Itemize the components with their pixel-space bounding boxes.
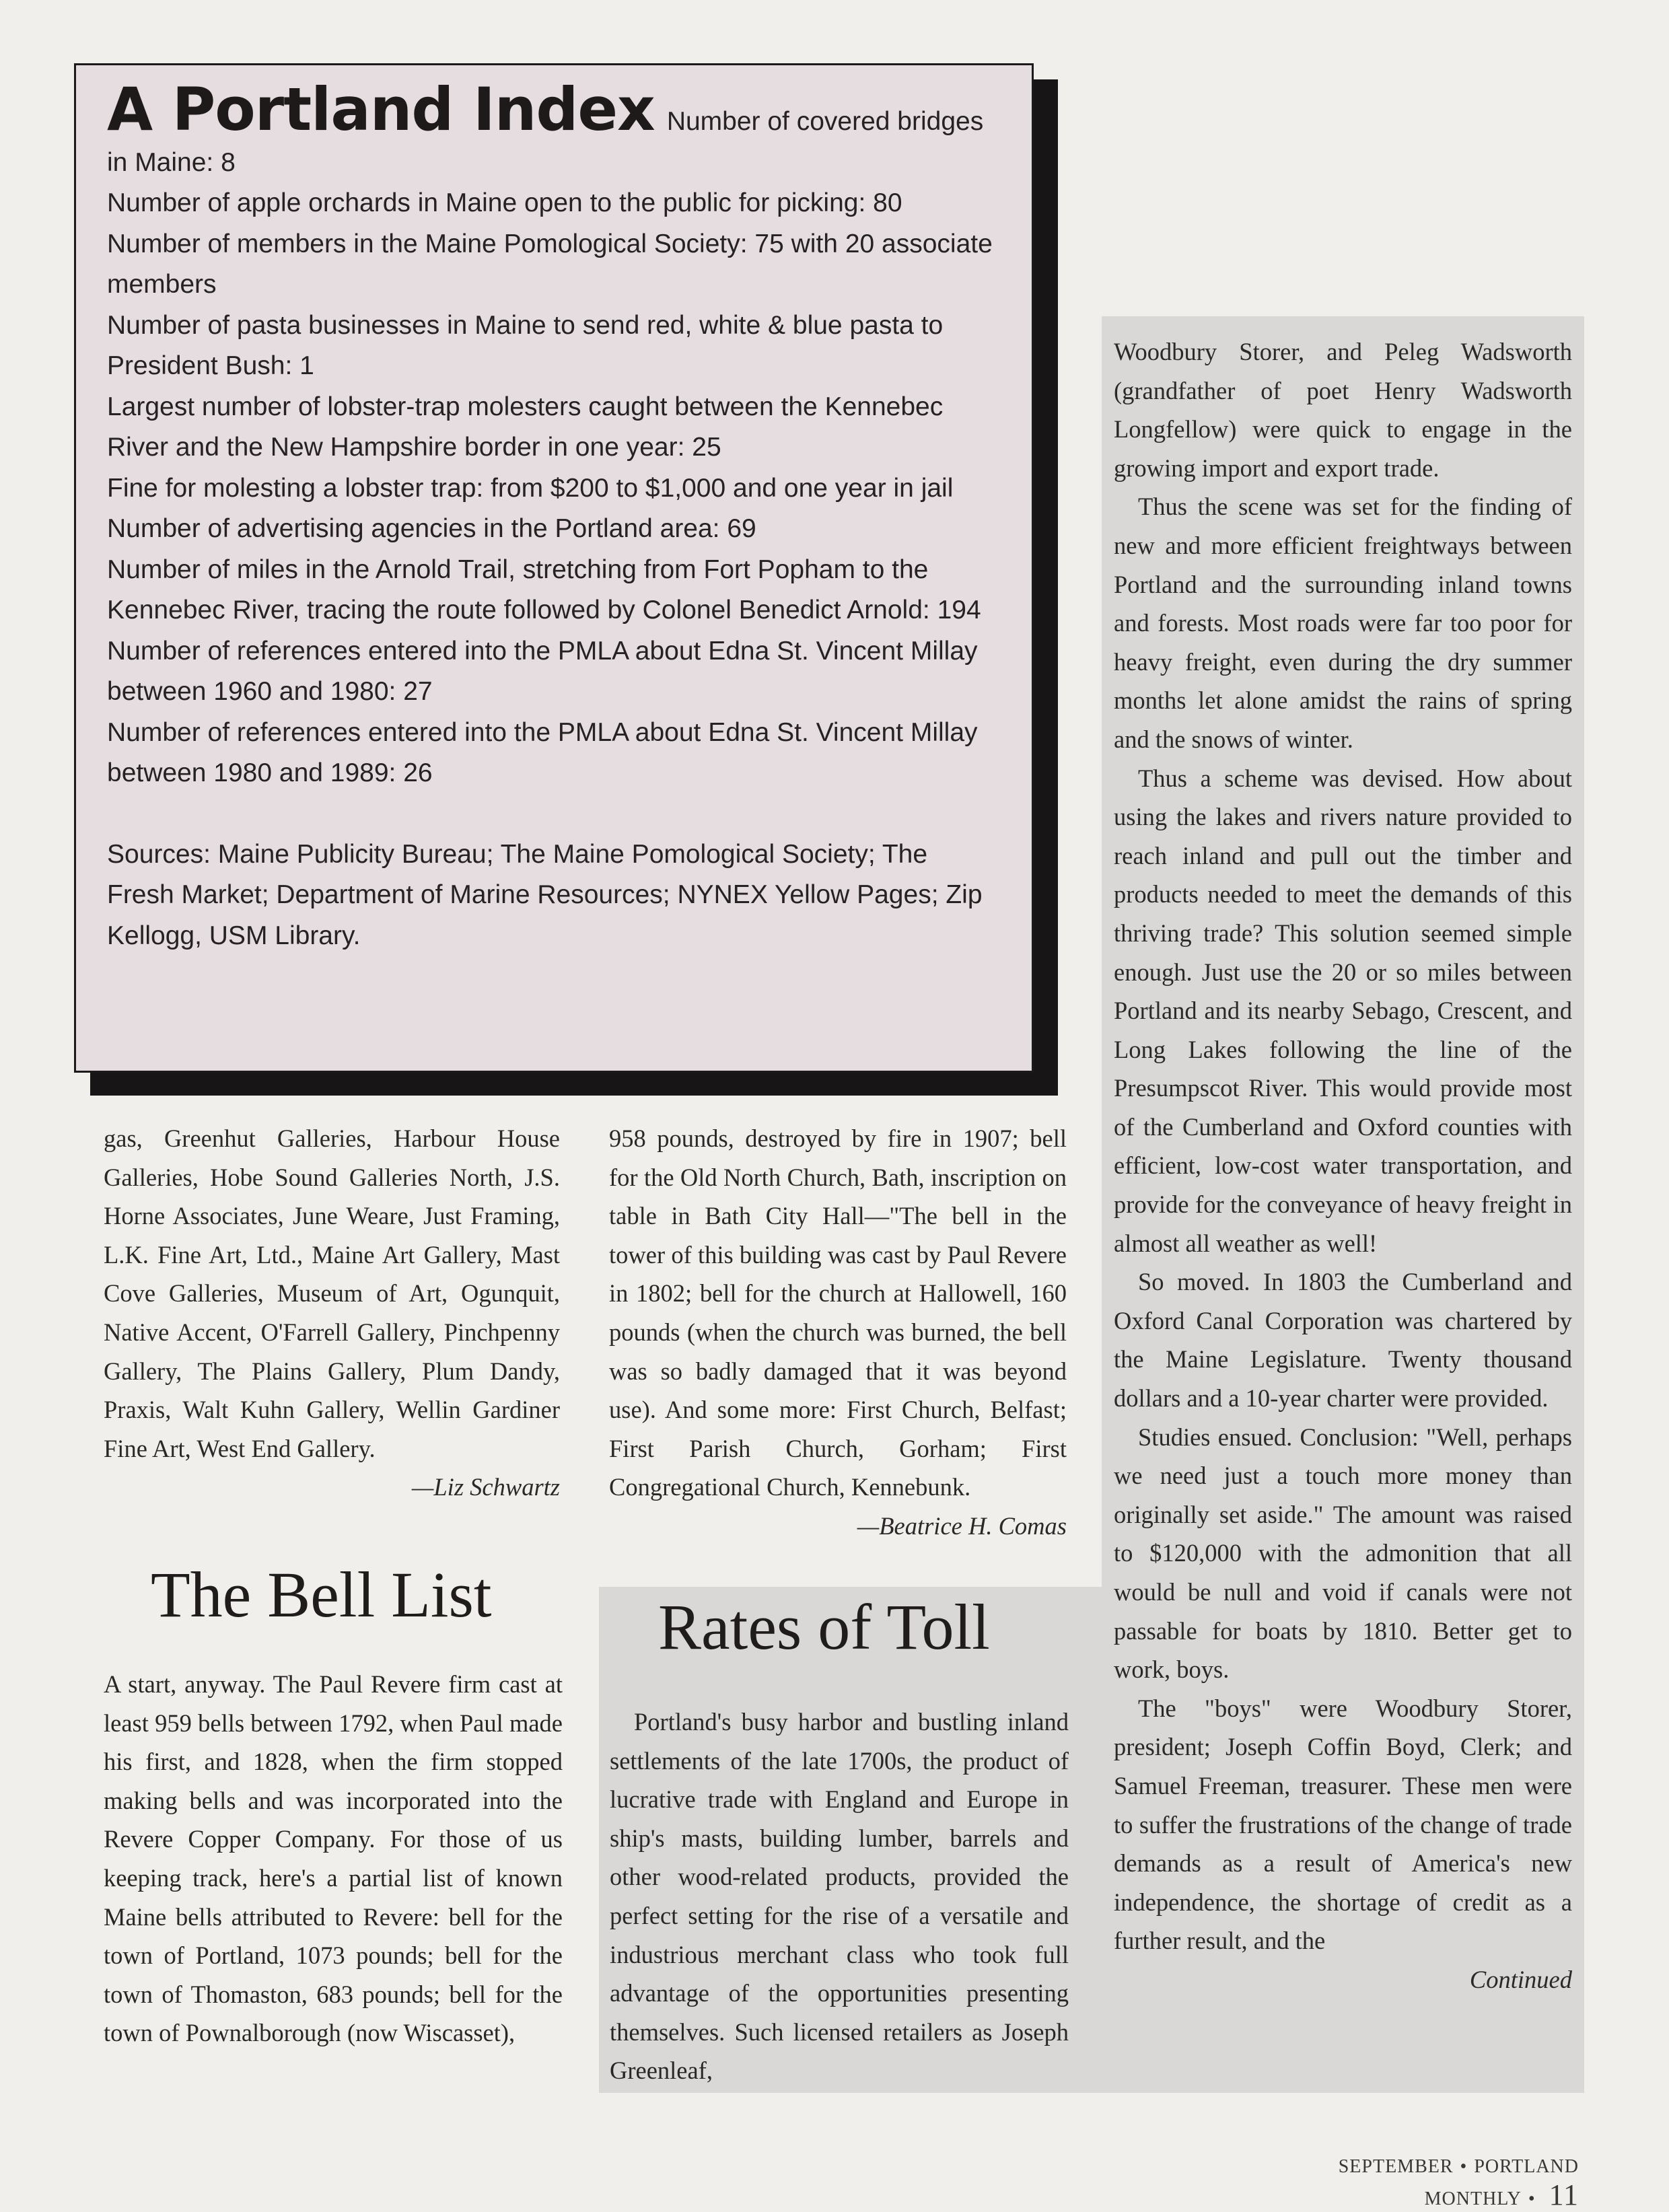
toll-paragraph: Studies ensued. Conclusion: "Well, perhaps we need just a touch more money than originally set aside." The amount was raised to $120,000 with the admonition that all would be null and void if canals were not passable for boats by 1810. Better get to work, boys. <box>1114 1423 1572 1684</box>
index-line-covered-bridges: Number of covered bridges in Maine: 8 <box>107 107 984 177</box>
page-folio <box>1236 2156 1579 2212</box>
toll-paragraph: Thus a scheme was devised. How about using the lakes and rivers nature provided to reach inland and pull out the timber and products needed to meet the demands of this thriving trade? This solution seemed simple enough. Just use the 20 or so miles between Portland and its nearby Sebago, Crescent, and Long Lakes following the line of the Presumpscot River. This would provide most of the Cumberland and Oxford counties with efficient, low-cost water transportation, and provide for the conveyance of heavy freight in almost all weather as well! <box>1114 764 1572 1257</box>
index-line: Fine for molesting a lobster trap: from $200 to $1,000 and one year in jail <box>107 473 954 503</box>
rates-of-toll-intro: Portland's busy harbor and bustling inland settlements of the late 1700s, the product of lucrative trade with England and Europe in ship's masts, building lumber, barrels and other wood-related products, provided the perfect setting for the rise of a versatile and industrious merchant class who took full advantage of the opportunities presenting themselves. Such licensed retailers as Joseph Greenleaf, <box>610 1708 1069 2085</box>
folio-page-number: 11 <box>1549 2178 1579 2211</box>
rates-of-toll-column <box>1102 316 1584 2093</box>
continued-label: Continued <box>1469 1965 1572 1993</box>
rates-of-toll-intro-block <box>610 1703 1069 2090</box>
index-line: Number of pasta businesses in Maine to send red, white & blue pasta to President Bush: 1 <box>107 310 944 380</box>
toll-paragraph: Woodbury Storer, and Peleg Wadsworth (grandfather of poet Henry Wadsworth Longfellow) were quick to engage in the growing import and export trade. <box>1114 338 1572 482</box>
folio-bullet: • <box>1528 2188 1536 2209</box>
index-first-line <box>107 75 997 183</box>
index-title: A Portland Index <box>107 75 655 144</box>
bell-list-continuation-column <box>609 1119 1067 1546</box>
galleries-text: gas, Greenhut Galleries, Harbour House Galleries, Hobe Sound Galleries North, J.S. Horne Associates, June Weare, Just Framing, L.K. Fine Art, Ltd., Maine Art Gallery, Mast Cove Galleries, Museum of Art, Ogunquit, Native Accent, O'Farrell Gallery, Pinchpenny Gallery, The Plains Gallery, Plum Dandy, Praxis, Walt Kuhn Gallery, Wellin Gardiner Fine Art, West End Gallery. <box>104 1125 560 1462</box>
toll-paragraph: The "boys" were Woodbury Storer, president; Joseph Coffin Boyd, Clerk; and Samuel Freeman, treasurer. These men were to suffer the frustrations of the change of trade demands as a result of America's new independence, the shortage of credit as a further result, and the <box>1114 1694 1572 1955</box>
bell-list-body <box>104 1665 563 2053</box>
bell-list-continuation: 958 pounds, destroyed by fire in 1907; bell for the Old North Church, Bath, inscription on table in Bath City Hall—"The bell in the tower of this building was cast by Paul Revere in 1802; bell for the church at Hallowell, 160 pounds (when the church was burned, the bell was so badly damaged that it was beyond use). And some more: First Church, Belfast; First Parish Church, Gorham; First Congregational Church, Kennebunk. <box>609 1125 1067 1501</box>
toll-paragraph: So moved. In 1803 the Cumberland and Oxford Canal Corporation was chartered by the Maine Legislature. Twenty thousand dollars and a 10-year charter were provided. <box>1114 1268 1572 1413</box>
portland-index-box <box>74 63 1034 1073</box>
folio-month: SEPTEMBER <box>1338 2156 1454 2177</box>
bell-list-text: A start, anyway. The Paul Revere firm cast at least 959 bells between 1792, when Paul made his first, and 1828, when the firm stopped making bells and was incorporated into the Revere Copper Company. For those of us keeping track, here's a partial list of known Maine bells attributed to Revere: bell for the town of Portland, 1073 pounds; bell for the town of Thomaston, 683 pounds; bell for the town of Pownalborough (now Wiscasset), <box>104 1670 563 2047</box>
rates-of-toll-title: Rates of Toll <box>658 1591 990 1663</box>
index-line: Number of miles in the Arnold Trail, stretching from Fort Popham to the Kennebec River, tracing the route followed by Colonel Benedict Arnold: 194 <box>107 555 981 625</box>
index-sources: Sources: Maine Publicity Bureau; The Maine Pomological Society; The Fresh Market; Department of Marine Resources; NYNEX Yellow Pages; Zip Kellogg, USM Library. <box>107 839 983 950</box>
bell-list-byline: —Beatrice H. Comas <box>857 1511 1067 1540</box>
index-line: Largest number of lobster-trap molesters caught between the Kennebec River and the New Hampshire border in one year: 25 <box>107 392 944 462</box>
galleries-column <box>104 1119 560 1507</box>
folio-magazine: PORTLAND MONTHLY <box>1424 2156 1579 2209</box>
folio-bullet: • <box>1460 2156 1468 2177</box>
index-line: Number of members in the Maine Pomological Society: 75 with 20 associate members <box>107 229 993 299</box>
index-line: Number of references entered into the PMLA about Edna St. Vincent Millay between 1980 and 1989: 26 <box>107 717 978 787</box>
index-line: Number of advertising agencies in the Portland area: 69 <box>107 514 756 543</box>
index-line: Number of references entered into the PMLA about Edna St. Vincent Millay between 1960 and 1980: 27 <box>107 636 978 706</box>
toll-paragraph: Thus the scene was set for the finding of new and more efficient freightways between Portland and the surrounding inland towns and forests. Most roads were far too poor for heavy freight, even during the dry summer months let alone amidst the rains of spring and the snows of winter. <box>1114 493 1572 753</box>
galleries-byline: —Liz Schwartz <box>411 1473 560 1501</box>
bell-list-title: The Bell List <box>151 1559 492 1631</box>
index-line: Number of apple orchards in Maine open to the public for picking: 80 <box>107 188 902 217</box>
